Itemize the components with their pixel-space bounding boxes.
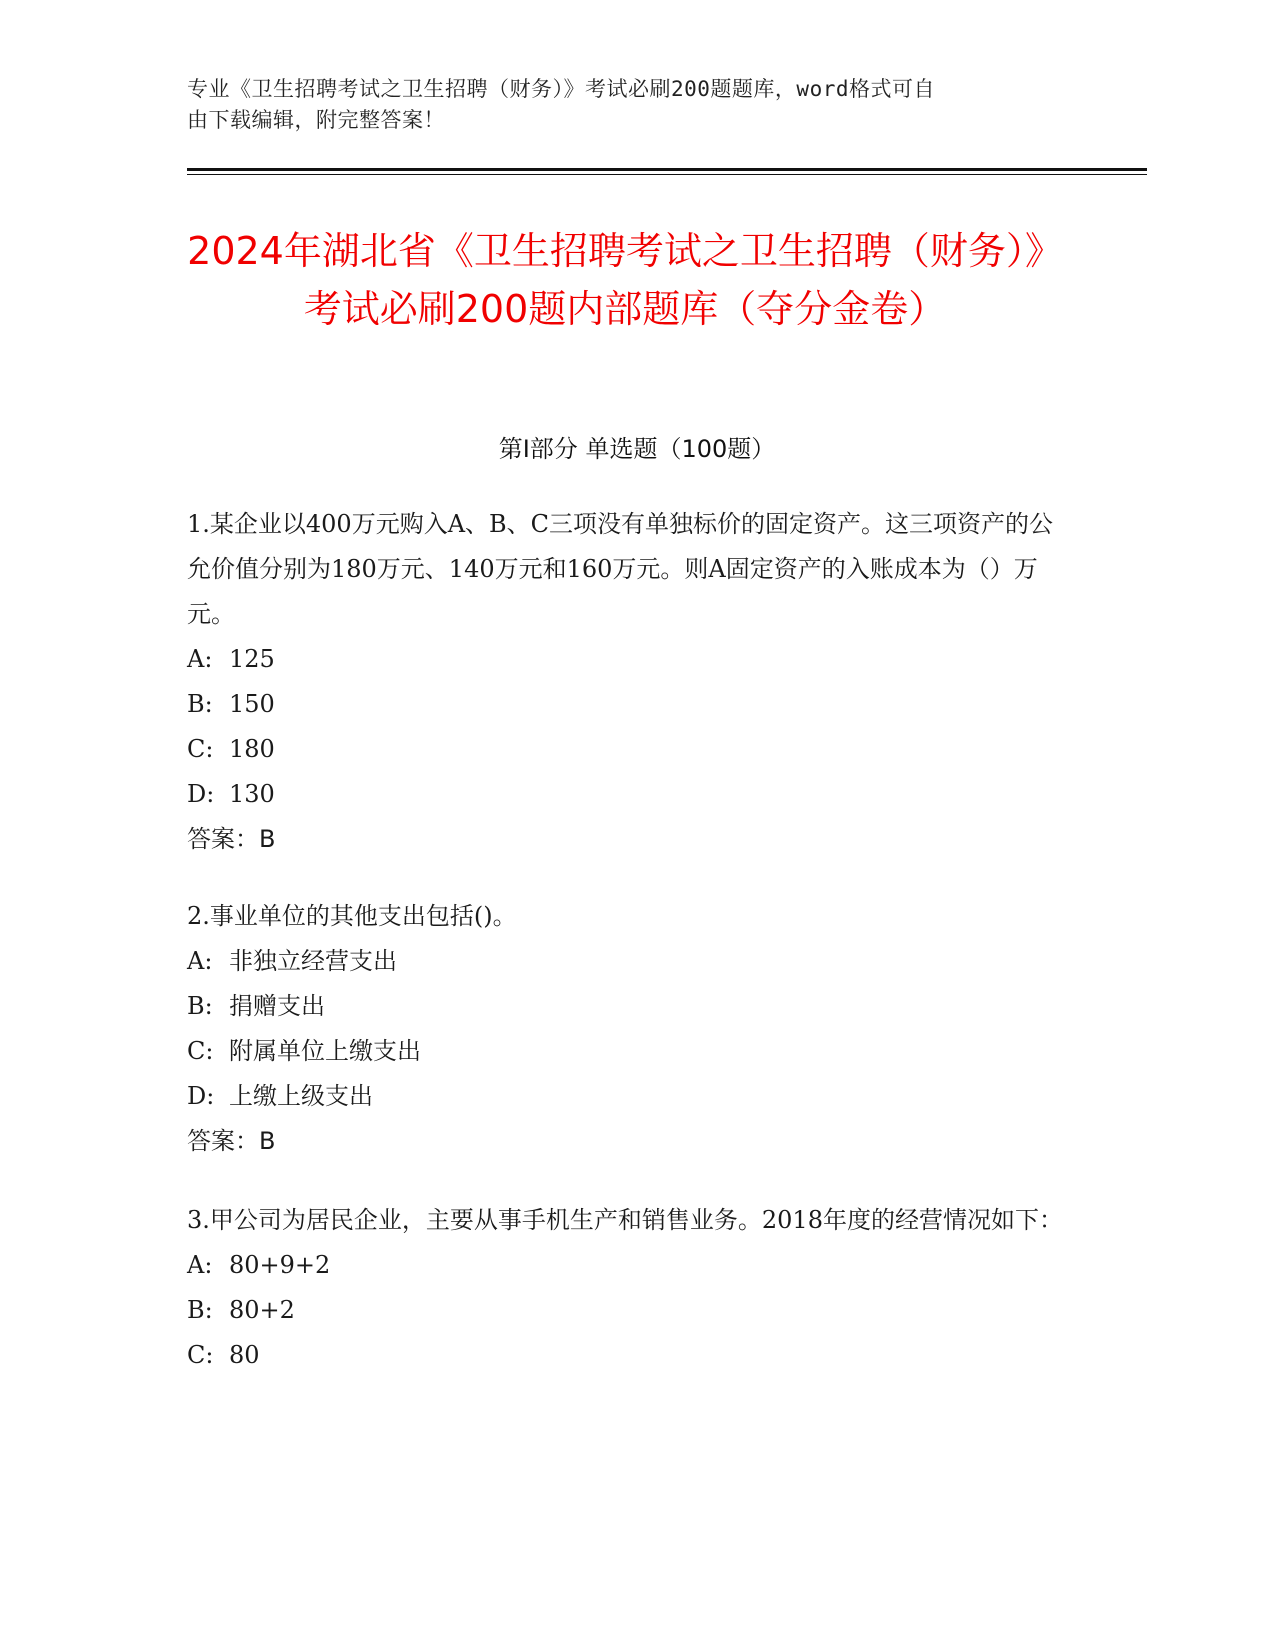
option-text: 非独立经营支出 [229, 947, 397, 975]
option-key: A: [187, 1251, 213, 1279]
option-c [187, 1333, 1067, 1378]
option-a [187, 637, 1067, 682]
option-text: 80 [229, 1341, 260, 1369]
option-key: D: [187, 780, 215, 808]
option-a [187, 1243, 1067, 1288]
option-key: C: [187, 1037, 214, 1065]
question-3 [187, 1198, 1067, 1378]
option-b [187, 1288, 1067, 1333]
header-divider-thick [187, 168, 1147, 171]
option-b [187, 984, 1067, 1029]
option-key: B: [187, 992, 213, 1020]
answer: 答案：B [187, 825, 276, 853]
answer: 答案：B [187, 1127, 276, 1155]
header-note-line-1: 专业《卫生招聘考试之卫生招聘（财务）》考试必刷200题题库，word格式可自 [187, 77, 935, 101]
option-d [187, 1074, 1067, 1119]
option-text: 上缴上级支出 [229, 1082, 373, 1110]
option-text: 80+9+2 [229, 1251, 331, 1279]
option-text: 80+2 [229, 1296, 295, 1324]
header-note-line-2: 由下载编辑，附完整答案！ [187, 108, 445, 132]
option-b [187, 682, 1067, 727]
question-stem: 2.事业单位的其他支出包括()。 [187, 902, 517, 930]
option-key: B: [187, 690, 213, 718]
header-note [187, 74, 1057, 136]
option-key: D: [187, 1082, 215, 1110]
option-text: 125 [229, 645, 275, 673]
option-key: A: [187, 645, 213, 673]
option-c [187, 727, 1067, 772]
option-key: C: [187, 735, 214, 763]
option-text: 附属单位上缴支出 [229, 1037, 421, 1065]
document-title: 2024年湖北省《卫生招聘考试之卫生招聘（财务）》考试必刷200题内部题库（夺分金卷） [187, 229, 1063, 331]
option-c [187, 1029, 1067, 1074]
question-stem: 3.甲公司为居民企业，主要从事手机生产和销售业务。2018年度的经营情况如下： [187, 1206, 1063, 1234]
option-text: 130 [229, 780, 275, 808]
section-title: 第I部分 单选题（100题） [498, 435, 776, 463]
option-a [187, 939, 1067, 984]
option-key: A: [187, 947, 213, 975]
option-text: 150 [229, 690, 275, 718]
question-2 [187, 894, 1067, 1164]
header-divider-thin [187, 174, 1147, 175]
question-stem: 1.某企业以400万元购入A、B、C三项没有单独标价的固定资产。这三项资产的公允价值分别为180万元、140万元和160万元。则A固定资产的入账成本为（）万元。 [187, 510, 1054, 628]
option-d [187, 772, 1067, 817]
question-1 [187, 502, 1067, 862]
option-text: 捐赠支出 [229, 992, 325, 1020]
option-key: B: [187, 1296, 213, 1324]
option-key: C: [187, 1341, 214, 1369]
option-text: 180 [229, 735, 275, 763]
